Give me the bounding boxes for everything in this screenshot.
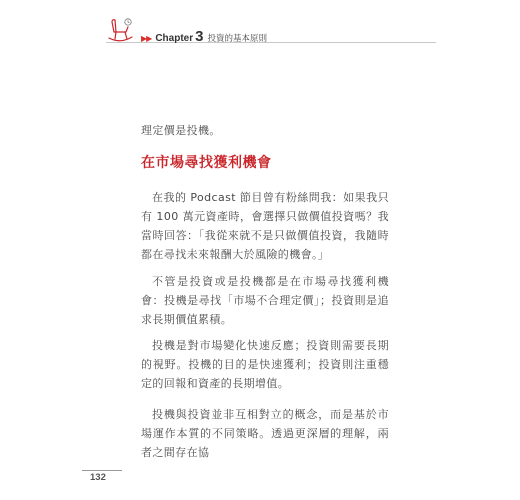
paragraph-2: 不管是投資或是投機都是在市場尋找獲利機會：投機是尋找「市場不合理定價」；投資則是追求長期價值累積。: [141, 275, 389, 326]
footer-rule: [82, 470, 122, 471]
intro-line: 理定價是投機。: [141, 124, 221, 137]
page-number: 132: [90, 472, 106, 483]
chapter-number: 3: [195, 28, 204, 45]
chapter-label: Chapter: [155, 33, 194, 44]
section-heading: 在市場尋找獲利機會: [141, 155, 272, 171]
paragraph-4: 投機與投資並非互相對立的概念，而是基於市場運作本質的不同策略。透過更深層的理解，兩者之間存在協: [141, 408, 389, 459]
chapter-arrows-icon: ▶▶: [141, 34, 152, 43]
paragraph-3: 投機是對市場變化快速反應；投資則需要長期的視野。投機的目的是快速獲利；投資則注重穩定的回報和資產的長期增值。: [141, 339, 389, 390]
chapter-title: 投資的基本原則: [207, 34, 267, 44]
paragraph-1: 在我的 Podcast 節目曾有粉絲問我：如果我只有 100 萬元資產時，會選擇只做價值投資嗎？我當時回答：「我從來就不是只做價值投資，我隨時都在尋找未來報酬大於風險的機會。」: [141, 191, 389, 261]
running-header: [141, 28, 267, 44]
